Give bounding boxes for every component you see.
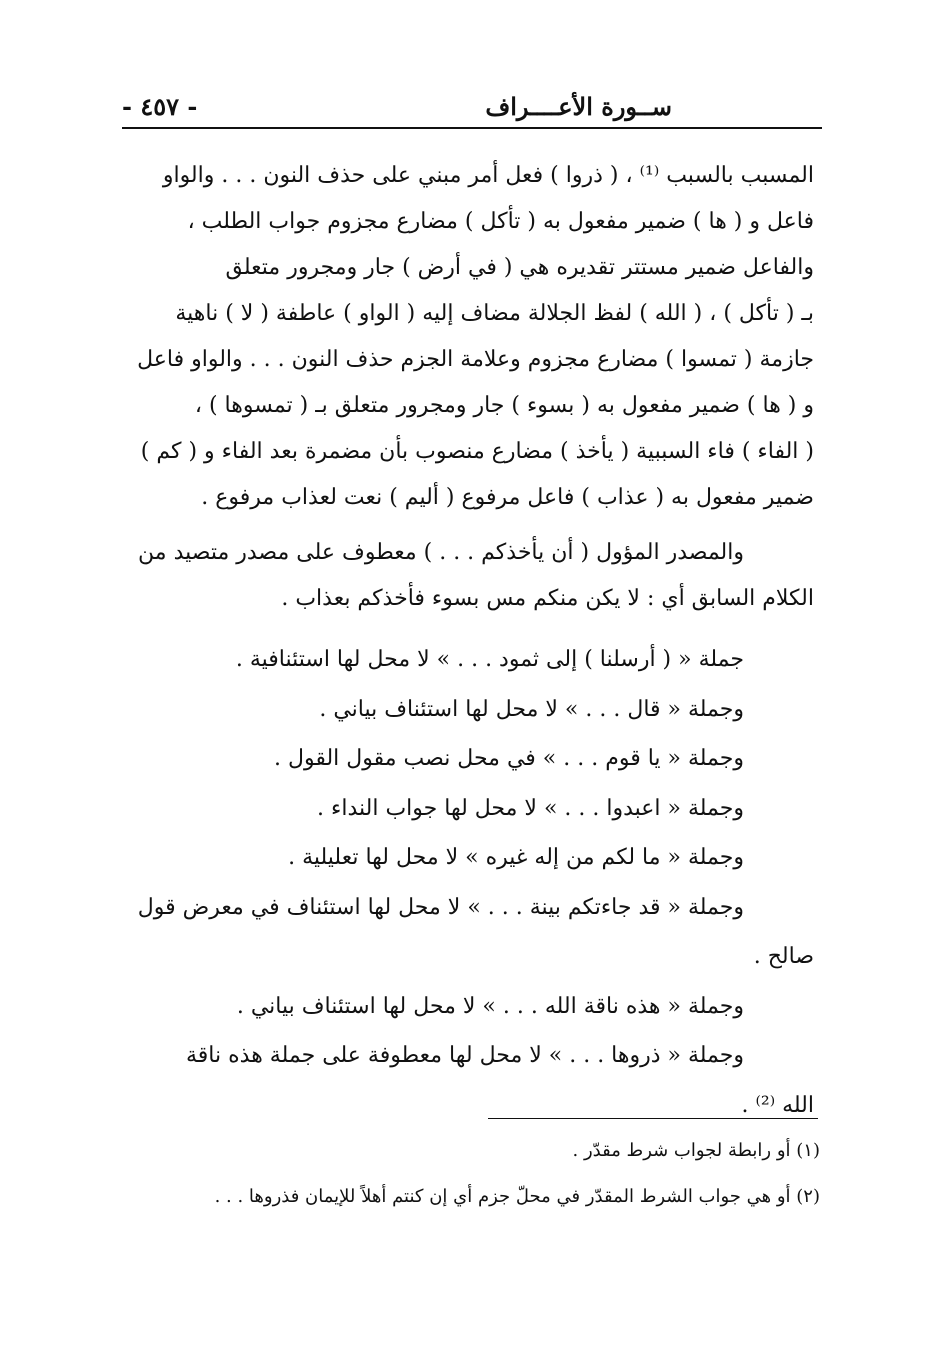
text-line: بـ ( تأكل ) ، ( الله ) لفظ الجلالة مضاف إليه ( الواو ) عاطفة ( لا ) ناهية xyxy=(175,301,814,326)
text-line: ( الفاء ) فاء السببية ( يأخذ ) مضارع منصوب بأن مضمرة بعد الفاء و ( كم ) xyxy=(140,439,814,464)
sentence-item: وجملة « قال . . . » لا محل لها استئناف بياني . xyxy=(319,696,744,722)
text-line: والمصدر المؤول ( أن يأخذكم . . . ) معطوف على مصدر متصيد من xyxy=(138,540,744,565)
footnote-2: (٢) أو هي جواب الشرط المقدّر في محلّ جزم أي إن كنتم أهلاً للإيمان فذروها . . . xyxy=(214,1186,820,1207)
sentence-continuation: الله ⁽²⁾ . xyxy=(741,1092,814,1118)
sentence-item: وجملة « اعبدوا . . . » لا محل لها جواب النداء . xyxy=(317,795,744,821)
sentence-continuation: صالح . xyxy=(753,944,814,969)
sentences-list xyxy=(124,635,814,1130)
text-line: جازمة ( تمسوا ) مضارع مجزوم وعلامة الجزم حذف النون . . . والواو فاعل xyxy=(137,347,814,372)
footnote-divider xyxy=(488,1118,818,1119)
sentence-item: وجملة « قد جاءتكم بينة . . . » لا محل لها استئناف في معرض قول xyxy=(137,894,744,920)
text-line: المسبب بالسبب ⁽¹⁾ ، ( ذروا ) فعل أمر مبني على حذف النون . . . والواو xyxy=(162,163,814,188)
paragraph-masdar xyxy=(124,530,814,622)
sentence-item: وجملة « ما لكم من إله غيره » لا محل لها تعليلية . xyxy=(288,845,744,870)
surah-title: ســورة الأعــــراف xyxy=(485,92,672,121)
sentence-item: جملة « ( أرسلنا ) إلى ثمود . . . » لا محل لها استئنافية . xyxy=(235,647,744,672)
sentence-item: وجملة « هذه ناقة الله . . . » لا محل لها استئناف بياني . xyxy=(236,993,744,1019)
footnote-1: (١) أو رابطة لجواب شرط مقدّر . xyxy=(572,1140,820,1161)
footnotes xyxy=(130,1128,820,1220)
text-line: والفاعل ضمير مستتر تقديره هي ( في أرض ) جار ومجرور متعلق xyxy=(225,255,814,280)
paragraph-grammar-analysis xyxy=(124,153,814,521)
page-number: - ٤٥٧ - xyxy=(122,92,198,121)
sentence-item: وجملة « يا قوم . . . » في محل نصب مقول القول . xyxy=(273,746,744,771)
page-header xyxy=(122,92,822,126)
text-line: ضمير مفعول به ( عذاب ) فاعل مرفوع ( أليم ) نعت لعذاب مرفوع . xyxy=(201,485,814,510)
header-divider xyxy=(122,127,822,129)
text-line: فاعل و ( ها ) ضمير مفعول به ( تأكل ) مضارع مجزوم جواب الطلب ، xyxy=(187,209,814,234)
text-line: الكلام السابق أي : لا يكن منكم مس بسوء فأخذكم بعذاب . xyxy=(281,586,814,611)
sentence-item: وجملة « ذروها . . . » لا محل لها معطوفة على جملة هذه ناقة xyxy=(186,1043,744,1068)
text-line: و ( ها ) ضمير مفعول به ( بسوء ) جار ومجرور متعلق بـ ( تمسوها ) ، xyxy=(194,393,814,418)
